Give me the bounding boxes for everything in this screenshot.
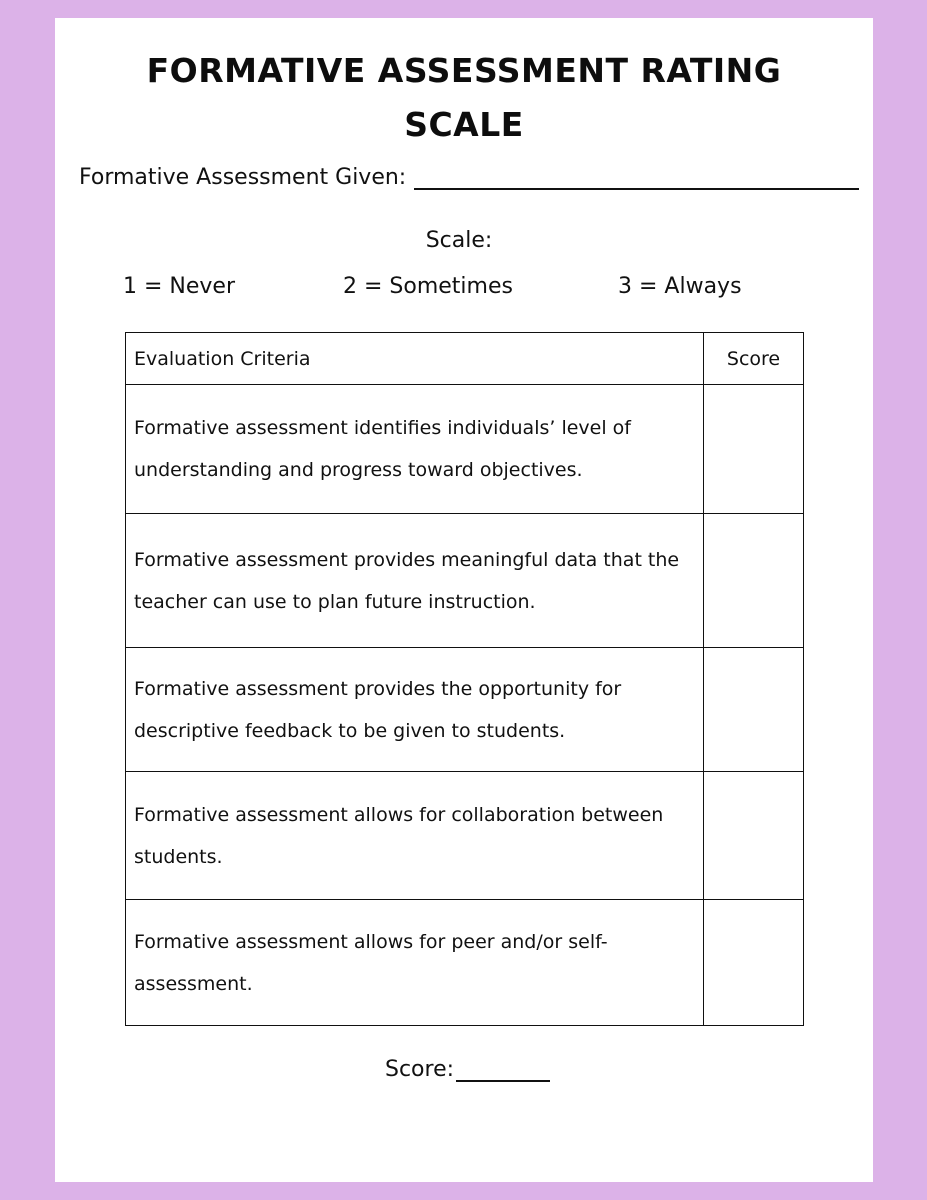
header-score: Score xyxy=(704,333,804,385)
table-header-row xyxy=(126,333,804,385)
criterion-cell: Formative assessment provides the opportunity for descriptive feedback to be given to students. xyxy=(126,648,704,772)
score-cell[interactable] xyxy=(704,514,804,648)
score-cell[interactable] xyxy=(704,648,804,772)
page-title xyxy=(55,44,873,152)
evaluation-table xyxy=(125,332,804,1026)
table-row xyxy=(126,514,804,648)
criterion-cell: Formative assessment allows for peer and/or self-assessment. xyxy=(126,900,704,1026)
criterion-cell: Formative assessment provides meaningful data that the teacher can use to plan future instruction. xyxy=(126,514,704,648)
assessment-given-blank[interactable] xyxy=(414,164,859,190)
worksheet-page xyxy=(55,18,873,1182)
criterion-cell: Formative assessment identifies individuals’ level of understanding and progress toward objectives. xyxy=(126,385,704,514)
header-evaluation-criteria: Evaluation Criteria xyxy=(126,333,704,385)
assessment-given-label: Formative Assessment Given: xyxy=(79,165,407,190)
criterion-cell: Formative assessment allows for collaboration between students. xyxy=(126,772,704,900)
scale-item-always: 3 = Always xyxy=(618,274,742,299)
table-row xyxy=(126,772,804,900)
title-line-1: FORMATIVE ASSESSMENT RATING xyxy=(146,51,782,90)
total-score-label: Score: xyxy=(385,1057,455,1082)
score-cell[interactable] xyxy=(704,900,804,1026)
total-score-row xyxy=(385,1056,550,1082)
table-row xyxy=(126,385,804,514)
table-row xyxy=(126,900,804,1026)
score-cell[interactable] xyxy=(704,385,804,514)
title-line-2: SCALE xyxy=(404,105,524,144)
scale-item-never: 1 = Never xyxy=(123,274,236,299)
total-score-blank[interactable] xyxy=(456,1056,550,1082)
score-cell[interactable] xyxy=(704,772,804,900)
scale-label: Scale: xyxy=(425,228,493,253)
table-row xyxy=(126,648,804,772)
scale-item-sometimes: 2 = Sometimes xyxy=(343,274,513,299)
assessment-given-row xyxy=(79,160,859,190)
